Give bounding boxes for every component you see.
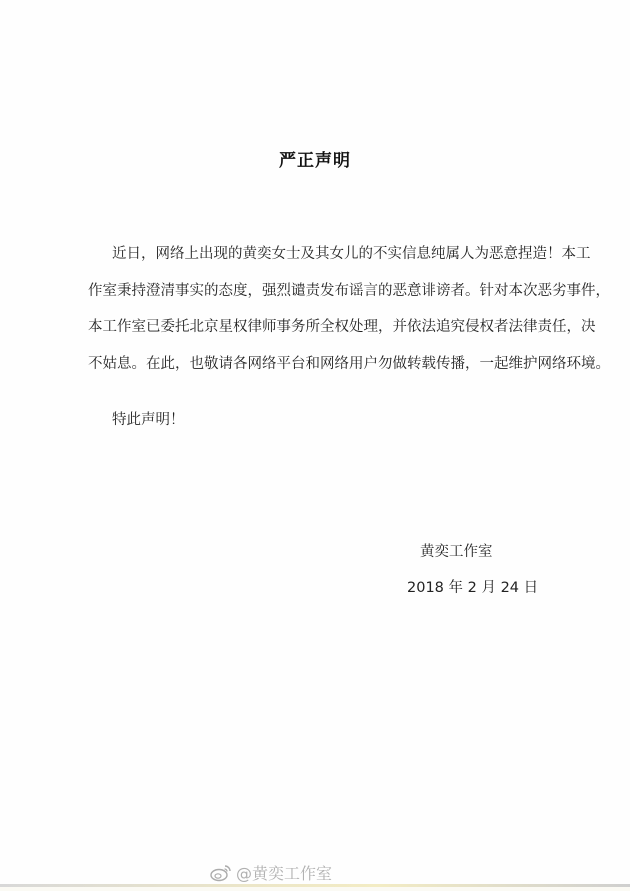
signature: 黄奕工作室	[420, 544, 493, 560]
body-line: 近日，网络上出现的黄奕女士及其女儿的不实信息纯属人为恶意捏造！本工	[112, 246, 591, 262]
body-line: 不姑息。在此，也敬请各网络平台和网络用户勿做转载传播，一起维护网络环境。	[88, 355, 610, 372]
watermark-text: @黄奕工作室	[236, 864, 333, 883]
body-line: 作室秉持澄清事实的态度，强烈谴责发布谣言的恶意诽谤者。针对本次恶劣事件，	[88, 282, 610, 299]
weibo-icon	[210, 864, 232, 882]
document-body	[88, 236, 610, 382]
document-date: 2018 年 2 月 24 日	[407, 580, 539, 596]
closing-statement: 特此声明！	[112, 412, 185, 428]
document-title: 严正声明	[279, 151, 351, 171]
page-bottom-margin	[0, 887, 630, 891]
body-line: 本工作室已委托北京星权律师事务所全权处理，并依法追究侵权者法律责任，决	[88, 319, 596, 335]
watermark	[210, 861, 332, 884]
